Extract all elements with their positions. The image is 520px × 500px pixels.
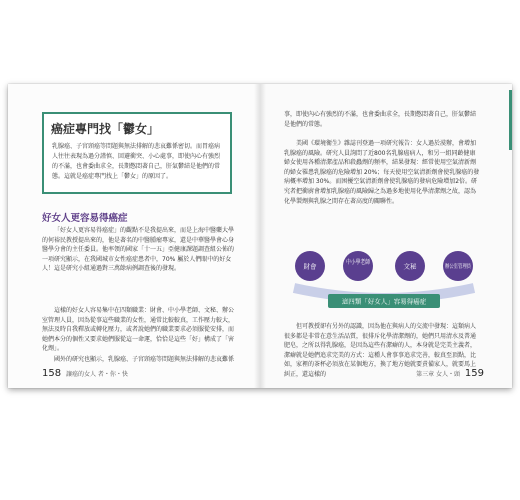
right-paragraph-3: 但可教授卻有另外的認識，因為他在與病人的交流中發現：這類病人很多都是非常在意生活品質，很排斥化學清潔劑的，她們只用清水及普通肥皂，之所以得乳腺癌，是因為這些有潔癖的人，本身就是完美主義者，潔癖就是她們追求完美的方式：這種人會事事追求完善，較真至頂點，比如，家裡的茶杯必須放在某個地方，換了地方她就要責備家人，就要馬上糾正，還這樣的: [284, 323, 477, 378]
box-title: 癌症專門找「鬱女」: [51, 122, 160, 136]
right-paragraph-1: 事，即使內心有強烈的不滿，也會委曲求全，長期憋悶著自己，肝氣鬱結是他們的常態。: [284, 111, 477, 128]
left-paragraph-2: 這樣的好女人容易集中在四類職業：財會、中小學老師、文秘、辦公室管理人員，因為從事這些職業的女性，通常比較較真，工作壓力較大，無法及時自我釋放或轉化壓力，或者說她們的職業要求必須服從安排，而她們本分的個性又要求她們服從這一命運，恰恰是這些「好」構成了「害化劑」。: [42, 307, 235, 353]
diagram-node-label: 中小學老師: [346, 259, 377, 266]
diagram-banner-text: 這四類「好女人」容易得癌症: [341, 297, 427, 306]
page-number-left: 158: [42, 368, 62, 379]
diagram-svg: [286, 244, 482, 316]
page-number-right: 159: [464, 368, 484, 379]
left-page: [8, 84, 260, 388]
occupation-diagram: [286, 244, 482, 316]
diagram-node-label: 文秘: [403, 262, 417, 271]
left-footer: [42, 368, 128, 379]
diagram-node-finance: [295, 251, 325, 281]
book-spread: [8, 84, 512, 388]
book-title: 讓癌的女人 者・你・快: [66, 371, 128, 378]
diagram-node-label: 辦公室管理員: [445, 264, 479, 270]
chapter-title: 第三章 女人・頭: [416, 371, 460, 378]
diagram-node-teacher: [343, 251, 377, 281]
summary-box: [42, 112, 232, 194]
spine-gutter: [254, 84, 266, 388]
right-footer: [416, 368, 484, 379]
section-heading: 好女人更容易得癌症: [42, 213, 128, 224]
diagram-node-label: 財會: [303, 262, 317, 271]
box-body: 乳腺癌、子宮頸癌等問題與無法排解的悲哀難係密切。而胃癌病人往往表現為過分謹慎、回避衝突、小心處事，即使內心有強烈的不滿，也會委曲求全，長期憋悶著自己，肝氣鬱結是他們的常態。這就是癌症專門找上「鬱女」的原因了。: [52, 143, 221, 180]
left-paragraph-1: 「好女人更容易得癌症」的觀點不是我提出來，而是上海中醫藥大學的何裕民教授提出來的，他是著名的中醫腫瘤專家，還是中華醫學會心身醫學分會的主任委員。他率領的國家「十一五」亞健康課題調查組公佈的一項研究顯示，在我國城市女性癌症患者中，70% 屬於人們眼中的好女人！這是研究小組通過對三萬餘病例調查後的發現。: [42, 227, 235, 273]
chapter-tab: [509, 90, 512, 150]
left-paragraph-3: 國外的研究也顯示，乳腺癌、子宮頸癌等問題與無法排解的悲哀難係: [54, 356, 234, 363]
right-paragraph-2: 美國《環境衛生》雜誌刊登過一項研究報告：女人過於漠辦，會增加乳腺癌的風險。研究人員詢問了近800名乳腺癌病人，和另一組同齡健康婦女使用各種清潔產品和殺蟲劑的頻率，結果發現：經常使用空氣清新劑的婦女罹患乳腺癌的危險增加 20%；每天使用空氣清新劑會使乳腺癌的發病概率增加 30%。而困擾空氣清新劑會使乳腺癌的發病危險增加2倍。研究者把衝廚會增加乳腺癌的風險歸之為過多地使用化學清潔劑之故，認為化學製劑與乳腺之間存在著高度的關聯性。: [284, 140, 480, 205]
right-page: [260, 84, 512, 388]
diagram-node-secretary: [395, 251, 425, 281]
diagram-node-office-manager: [443, 251, 479, 281]
